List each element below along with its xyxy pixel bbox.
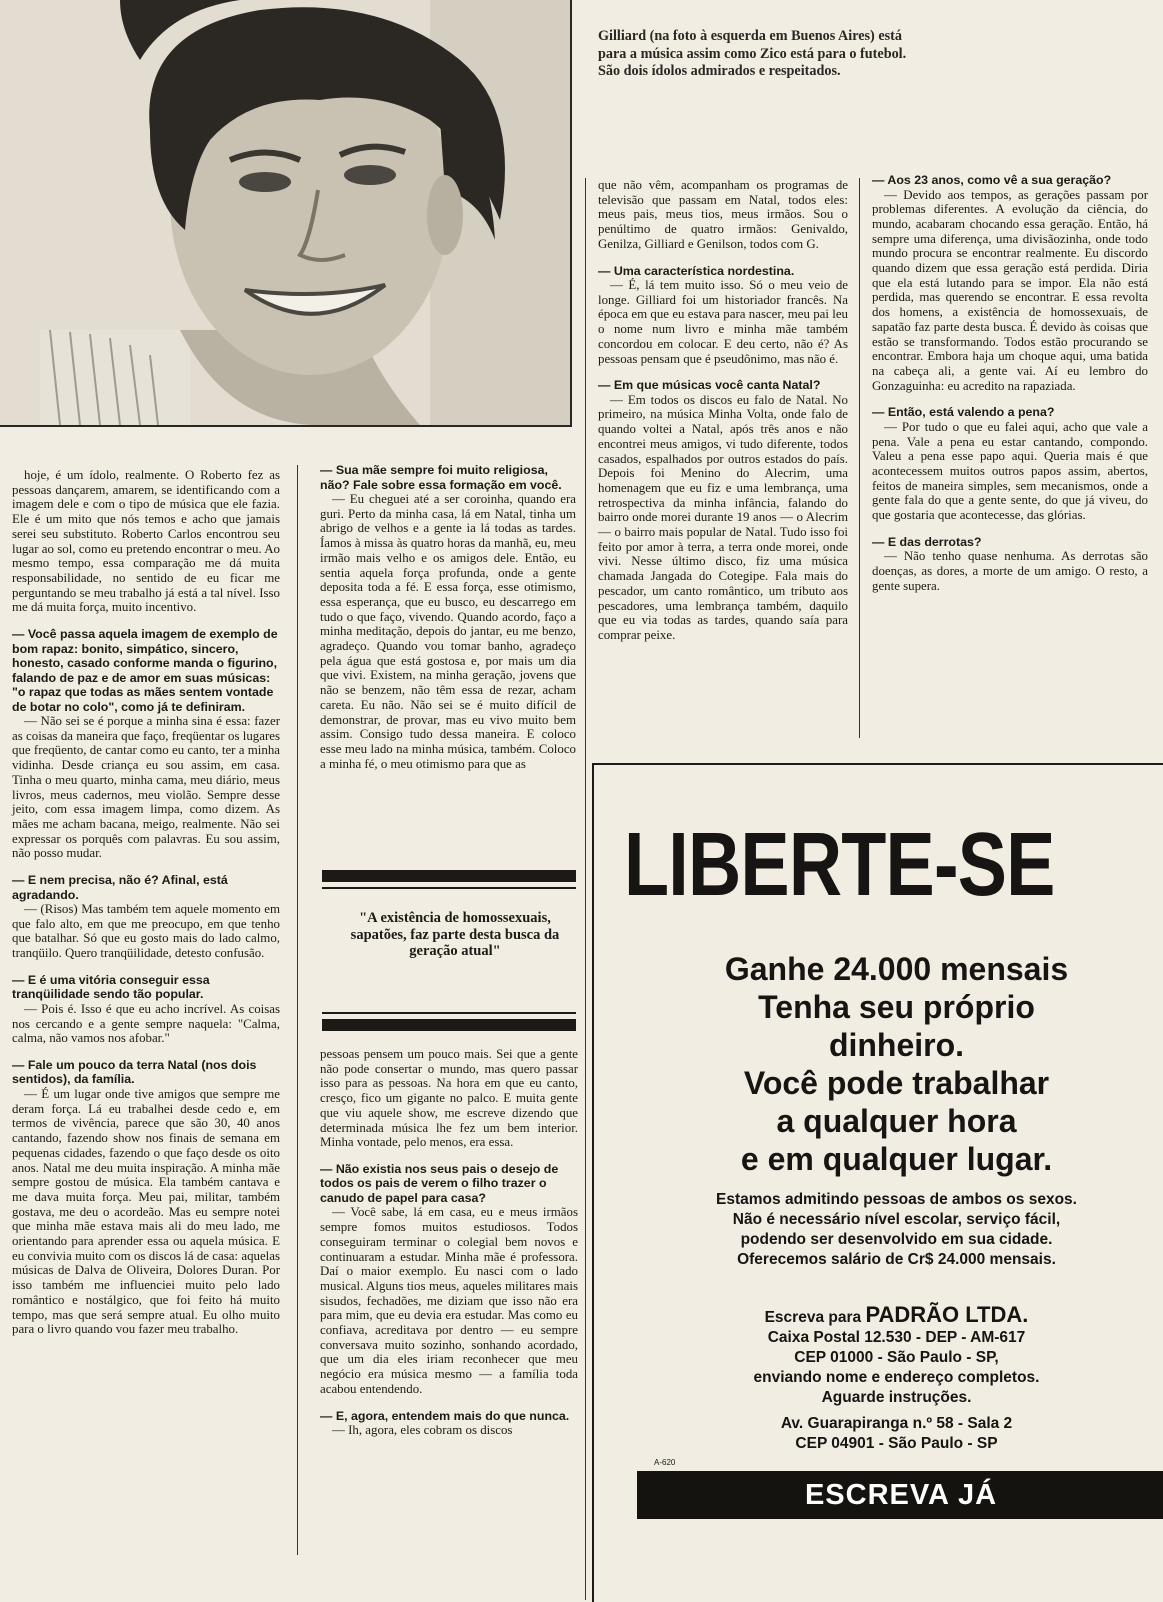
ad-address-line: CEP 04901 - São Paulo - SP <box>795 1435 998 1452</box>
interview-question: — Então, está valendo a pena? <box>872 405 1055 420</box>
ad-main-text <box>634 950 1159 1178</box>
interview-question: — E, agora, entendem mais do que nunca. <box>320 1408 570 1423</box>
ad-address-line: enviando nome e endereço completos. <box>753 1369 1040 1386</box>
ad-main-line: dinheiro. <box>828 1027 965 1063</box>
ad-address-line: CEP 01000 - São Paulo - SP, <box>794 1349 999 1366</box>
interview-question: — Sua mãe sempre foi muito religiosa, não? Fale sobre essa formação em você. <box>320 463 562 492</box>
interview-question: — Em que músicas você canta Natal? <box>598 378 821 393</box>
article-column-2-top <box>320 463 576 771</box>
ad-sub-line: podendo ser desenvolvido em sua cidade. <box>740 1231 1053 1248</box>
interview-question: — Não existia nos seus pais o desejo de todos os pais de verem o filho trazer o canudo de papel para casa? <box>320 1161 559 1205</box>
interview-answer: — Você sabe, lá em casa, eu e meus irmãos sempre fomos muitos estudiosos. Todos conseguiram terminar o colegial bem novos e continuaram a estudar. Minha mãe é professora. Daí o maior exemplo. Eu nasci com o lado musical. Alguns tios meus, aqueles militares mais sisudos, fechadões, me diziam que isso não era para mim, que eu devia era estudar. Mas como eu confiava, acreditava por dentro — eu sempre conversava muito sozinho, sonhando acordado, que um dia eles iriam reconhecer que meu negócio era música mesmo — a família toda acabou entendendo. <box>320 1205 578 1396</box>
ad-sub-line: Estamos admitindo pessoas de ambos os sexos. <box>716 1191 1077 1208</box>
advertisement <box>592 763 1163 1602</box>
interview-question: — E das derrotas? <box>872 534 982 549</box>
interview-question: — E é uma vitória conseguir essa tranqüilidade sendo tão popular. <box>12 972 210 1002</box>
article-column-2-bottom <box>320 1047 578 1438</box>
ad-subtext <box>634 1190 1159 1270</box>
interview-answer: — Eu cheguei até a ser coroinha, quando era guri. Perto da minha casa, lá em Natal, tinha um abrigo de velhos e a gente ia lá todas as tardes. Íamos à missa às quatro horas da manhã, eu, meu irmão mais velho e os amigos dele. Então, eu sentia aquela força profunda, onde a gente deposita toda a fé. E essa força, esse otimismo, essa esperança, que eu busco, eu descarrego em tudo o que faço, vivendo. Quando acordo, faço a minha meditação, depois do jantar, eu me benzo, agradeço. Quando vou tomar banho, agradeço pela água que está gostosa e, por mais um dia que vivi. Existem, na minha geração, jovens que não se benzem, não têm essa de rezar, acham careta. Eu não. Não sei se é muito difícil de demonstrar, de provar, mas eu vivo muito bem assim. Consigo tudo dessa maneira. E coloco esse meu lado na minha música, também. Coloco a minha fé, o meu otimismo para que as <box>320 492 576 771</box>
write-now-button[interactable]: ESCREVA JÁ <box>637 1471 1163 1519</box>
ad-headline: LIBERTE-SE <box>624 815 1055 915</box>
interview-answer: — É um lugar onde tive amigos que sempre me deram força. Lá eu trabalhei desde cedo e, em termos de vivência, parece que são 30, 40 anos cantando, fazendo show nos finais de semana em pequenas cidades, fazendo o que faço desde os oito anos. Natal me deu muita inspiração. A minha mãe sempre gostou de música. Ela também cantava e me dava muita força. Meu pai, militar, também gostava, me deu o acordeão. Mas eu sempre notei que minha mãe estava mais ali do meu lado, me orientando para aprender essa ou aquela música. E eu convivia muito com os discos lá de casa: aquelas músicas de Dalva de Oliveira, Dolores Duran. Por isso também me influenciei muito pelo lado romântico e nostálgico, que foi feito há muito tempo, mas que será sempre atual. Eu olho muito para o livro quando vou fazer meu trabalho. <box>12 1086 280 1337</box>
ad-main-line: Ganhe 24.000 mensais <box>724 951 1069 987</box>
interview-question: — Aos 23 anos, como vê a sua geração? <box>872 173 1112 187</box>
article-column-4 <box>872 173 1148 593</box>
pullquote: "A existência de homossexuais, sapatões, faz parte desta busca da geração atual" <box>350 910 560 959</box>
ad-address-line: Caixa Postal 12.530 - DEP - AM-617 <box>767 1329 1026 1346</box>
article-column-1 <box>12 468 280 1337</box>
pullquote-top-bar <box>322 870 576 882</box>
interview-answer: — Pois é. Isso é que eu acho incrível. As coisas nos cercando e a gente sempre naquela: "Calma, calma, não vamos nos afobar." <box>12 1001 280 1046</box>
ad-main-line: a qualquer hora <box>776 1103 1017 1139</box>
interview-answer: — Não tenho quase nenhuma. As derrotas são doenças, as dores, a morte de um amigo. O resto, a gente supera. <box>872 549 1148 593</box>
interview-question: — Você passa aquela imagem de exemplo de bom rapaz: bonito, simpático, sincero, honesto, casado conforme manda o figurino, falando de paz e de amor em suas músicas: "o rapaz que todas as mães sentem vontade de botar no colo", como já te definiram. <box>12 627 278 714</box>
interview-answer: — Devido aos tempos, as gerações passam por problemas diferentes. A evolução da ciência, do mundo, acabaram chocando essa geração. Então, há sempre uma diferença, uma divisãozinha, onde todo mundo procura se encontrar realmente. Eu discordo quando dizem que essa geração está perdida. Diria que ela está lutando para se impor. Ela não está perdida, mas querendo se encontrar. E essa revolta dos homens, a existência de homossexuais, de sapatão faz parte desta busca. É devido às coisas que estão se transformando. Todos estão procurando se encontrar. Embora haja um choque aqui, uma batida na cabeça ali, a gente vai. Aí eu lembro do Gonzaguinha: eu acredito na rapaziada. <box>872 187 1148 393</box>
interview-answer: — Em todos os discos eu falo de Natal. No primeiro, na música Minha Volta, onde falo de quando voltei a Natal, após três anos e não encontrei meus amigos, vi tudo diferente, todos casados, espalhados por outros estados do país. Depois foi Menino do Alecrim, uma homenagem que eu fiz e uma lembrança, uma retrospectiva da minha infância, falando do bairro onde morei durante 19 anos — o Alecrim — o bairro mais popular de Natal. Tudo isso foi feito por amor à terra, a terra onde morei, onde vivi. Nesse último disco, fiz uma música chamada Jangada do Cotegipe. Fala mais do pescador, um canto romântico, um tributo aos pescadores, uma lembrança também, daquilo que eu via todas as tardes, quando saía para comprar peixe. <box>598 392 848 642</box>
column-divider <box>297 465 298 1555</box>
interview-answer: hoje, é um ídolo, realmente. O Roberto fez as pessoas dançarem, amarem, se identificando com a imagem dele e com o tipo de música que ele fazia. Ele é um mito que nós temos e acho que jamais serei seu substituto. Roberto Carlos encontrou seu lugar ao sol, como eu pretendo encontrar o meu. Ao mesmo tempo, essa comparação me dá muita responsabilidade, no sentido de eu ficar me perguntando se meu trabalho já está a tal nível. Isso me dá muita força, muito incentivo. <box>12 468 280 615</box>
portrait-photo <box>0 0 572 427</box>
interview-answer: que não vêm, acompanham os programas de televisão que passam em Natal, todos eles: meus pais, meus tios, meus irmãos. Sou o penúltimo de quatro irmãos: Genivaldo, Genilza, Gilliard e Genilson, todos com G. <box>598 178 848 251</box>
interview-answer: — Não sei se é porque a minha sina é essa: fazer as coisas da maneira que faço, freqüentar os lugares que freqüento, de cantar como eu canto, ter a minha vidinha. Desde criança eu sou assim, em casa. Tinha o meu quarto, minha cama, meu diário, meus livros, meus cadernos, meu violão. Sempre desse jeito, com essa imagem limpa, como dizem. As mães me acham bacana, meigo, realmente. Não sei expressar os porquês com palavras. Eu sou assim, não posso mudar. <box>12 714 280 861</box>
interview-answer: — Ih, agora, eles cobram os discos <box>332 1423 513 1438</box>
interview-question: — Uma característica nordestina. <box>598 263 795 278</box>
interview-answer: — (Risos) Mas também tem aquele momento em que falo alto, em que me preocupo, em que tenho que batalhar. Só que eu gosto mais do lado calmo, tranqüilo. Quero tranqüilidade, detesto confusão. <box>12 902 280 961</box>
article-column-3 <box>598 178 848 643</box>
pullquote-top-rule <box>322 887 576 889</box>
ad-company: PADRÃO LTDA. <box>865 1302 1029 1327</box>
ad-sub-line: Oferecemos salário de Cr$ 24.000 mensais. <box>737 1251 1056 1268</box>
ad-address <box>634 1302 1159 1454</box>
interview-answer: — É, lá tem muito isso. Só o meu veio de longe. Gilliard foi um historiador francês. Na época em que eu estava para nascer, meu pai leu o nome num livro e minha mãe também concordou em colocar. E deu certo, não é? As pessoas pensam que é pseudônimo, mas não é. <box>598 278 848 366</box>
pullquote-bottom-bar <box>322 1019 576 1031</box>
ad-write-for: Escreva para <box>764 1309 862 1326</box>
interview-question: — E nem precisa, não é? Afinal, está agradando. <box>12 873 228 902</box>
interview-answer: — Por tudo o que eu falei aqui, acho que vale a pena. Vale a pena eu estar cantando, compondo. Valeu a pena esse papo aqui. Queria mais é que acontecessem muitos outros papos assim, abertos, feitos de maneira simples, sem mecanismos, onde a gente fala do que a gente sente, do que já viveu, do que gostaria que acontecesse, das glórias. <box>872 419 1148 523</box>
interview-question: — Fale um pouco da terra Natal (nos dois sentidos), da família. <box>12 1057 257 1087</box>
photo-caption: Gilliard (na foto à esquerda em Buenos Aires) está para a música assim como Zico está para o futebol. São dois ídolos admirados e respeitados. <box>598 28 907 79</box>
ad-code: A-620 <box>654 1458 676 1467</box>
ad-main-line: Você pode trabalhar <box>743 1065 1050 1101</box>
column-divider <box>859 178 860 738</box>
ad-main-line: Tenha seu próprio <box>758 989 1035 1025</box>
interview-answer: pessoas pensem um pouco mais. Sei que a gente não pode consertar o mundo, mas quero passar isso para as pessoas. Na hora em que eu canto, cresço, fico um gigante no palco. E muita gente que viu aquele show, me escreve dizendo que determinada música lhe fez um bem interior. Minha vontade, pelo menos, era essa. <box>320 1047 578 1150</box>
ad-sub-line: Não é necessário nível escolar, serviço fácil, <box>732 1211 1061 1228</box>
pullquote-bottom-rule <box>322 1012 576 1014</box>
ad-main-line: e em qualquer lugar. <box>740 1141 1053 1177</box>
ad-address-line: Av. Guarapiranga n.º 58 - Sala 2 <box>780 1415 1013 1432</box>
ad-address-line: Aguarde instruções. <box>821 1389 972 1406</box>
column-divider <box>585 178 586 1600</box>
